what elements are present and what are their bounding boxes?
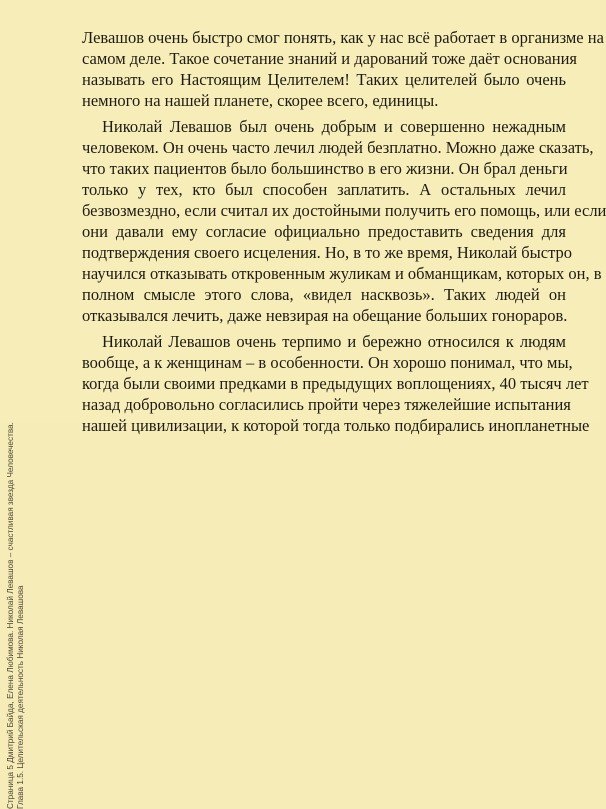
text-line: когда были своими предками в предыдущих воплощениях, 40 тысяч лет: [82, 374, 589, 393]
text-line: полном смысле этого слова, «видел насквозь». Таких людей он: [82, 285, 566, 304]
text-line: нашей цивилизации, к которой тогда только подбирались инопланетные: [82, 416, 590, 435]
text-line: немного на нашей планете, скорее всего, единицы.: [82, 91, 439, 110]
text-line: отказывался лечить, даже невзирая на обещание больших гонораров.: [82, 306, 568, 325]
side-note-line-1: Страница 5 Дмитрий Байда, Елена Любимова. Николай Левашов – счастливая звезда Человечества.: [6, 422, 15, 809]
text-line: безвозмездно, если считал их достойными получить его помощь, или если: [82, 201, 606, 220]
text-line: Николай Левашов очень терпимо и бережно относился к людям: [102, 332, 566, 351]
paragraph-3: [82, 331, 590, 436]
text-line: что таких пациентов было большинство в его жизни. Он брал деньги: [82, 159, 568, 178]
text-line: только у тех, кто был способен заплатить. А остальных лечил: [82, 180, 566, 199]
text-line: научился отказывать откровенным жуликам и обманщикам, которых он, в: [82, 264, 602, 283]
side-margin-note-text: [6, 397, 26, 809]
side-margin-note: [0, 0, 40, 809]
text-line: Николай Левашов был очень добрым и совершенно нежадным: [102, 117, 566, 136]
paragraph-2: [82, 116, 606, 326]
text-line: Левашов очень быстро смог понять, как у нас всё работает в организме на: [82, 28, 604, 47]
text-line: подтверждения своего исцеления. Но, в то же время, Николай быстро: [82, 243, 573, 262]
text-line: они давали ему согласие официально предоставить сведения для: [82, 222, 566, 241]
text-line: назад добровольно согласились пройти через тяжелейшие испытания: [82, 395, 571, 414]
text-line: человеком. Он очень часто лечил людей безплатно. Можно даже сказать,: [82, 138, 594, 157]
text-line: называть его Настоящим Целителем! Таких целителей было очень: [82, 70, 566, 89]
side-note-line-2: Глава 1.5. Целительская деятельность Николая Левашова: [16, 585, 25, 809]
paragraph-1: [82, 27, 604, 111]
body-text: [82, 27, 606, 436]
text-line: вообще, а к женщинам – в особенности. Он хорошо понимал, что мы,: [82, 353, 573, 372]
text-line: самом деле. Такое сочетание знаний и дарований тоже даёт основания: [82, 49, 578, 68]
